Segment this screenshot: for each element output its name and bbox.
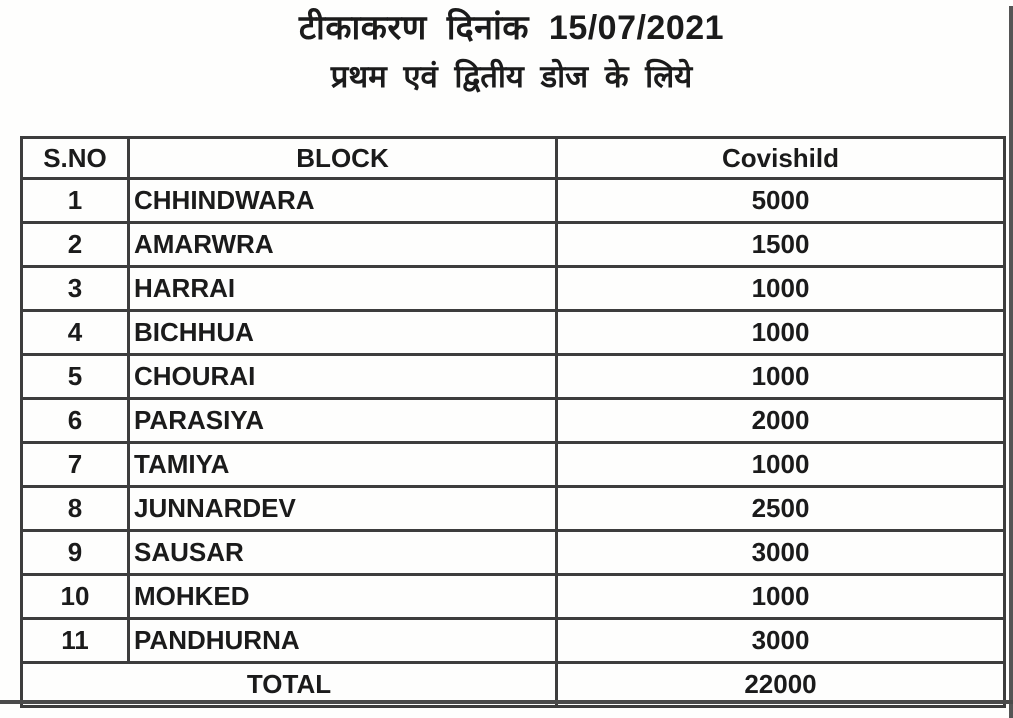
row-sno: 6 [22,399,129,443]
table-row [22,267,1005,311]
row-block: BICHHUA [129,311,557,355]
row-doses: 3000 [557,531,1005,575]
title-line-2: प्रथम एवं द्वितीय डोज के लिये [330,58,693,94]
table-row [22,355,1005,399]
row-block: AMARWRA [129,223,557,267]
row-sno: 4 [22,311,129,355]
table-row [22,179,1005,223]
table-row [22,311,1005,355]
document-title [20,6,1003,97]
row-doses: 2000 [557,399,1005,443]
row-block: PANDHURNA [129,619,557,663]
header-block: BLOCK [129,138,557,179]
row-doses: 1000 [557,443,1005,487]
table-row [22,399,1005,443]
row-doses: 1000 [557,575,1005,619]
header-sno: S.NO [22,138,129,179]
table-row [22,575,1005,619]
row-doses: 1500 [557,223,1005,267]
row-sno: 7 [22,443,129,487]
row-sno: 2 [22,223,129,267]
total-label: TOTAL [22,663,557,707]
row-block: JUNNARDEV [129,487,557,531]
row-doses: 5000 [557,179,1005,223]
table-row [22,619,1005,663]
row-sno: 11 [22,619,129,663]
row-sno: 5 [22,355,129,399]
row-sno: 3 [22,267,129,311]
total-value: 22000 [557,663,1005,707]
row-doses: 1000 [557,355,1005,399]
table-row [22,223,1005,267]
row-block: PARASIYA [129,399,557,443]
row-sno: 9 [22,531,129,575]
vaccination-allocation-table [20,136,1006,708]
table-row [22,487,1005,531]
row-doses: 2500 [557,487,1005,531]
row-block: SAUSAR [129,531,557,575]
scan-edge-bottom [0,700,1013,704]
row-block: CHHINDWARA [129,179,557,223]
row-doses: 1000 [557,311,1005,355]
row-sno: 1 [22,179,129,223]
row-block: HARRAI [129,267,557,311]
header-covishild: Covishild [557,138,1005,179]
scan-edge-right [1009,6,1013,718]
table-row [22,443,1005,487]
row-doses: 3000 [557,619,1005,663]
row-block: MOHKED [129,575,557,619]
title-line-1: टीकाकरण दिनांक 15/07/2021 [298,9,725,47]
table-row [22,531,1005,575]
header-row [22,138,1005,179]
row-block: CHOURAI [129,355,557,399]
row-doses: 1000 [557,267,1005,311]
row-sno: 10 [22,575,129,619]
row-sno: 8 [22,487,129,531]
row-block: TAMIYA [129,443,557,487]
